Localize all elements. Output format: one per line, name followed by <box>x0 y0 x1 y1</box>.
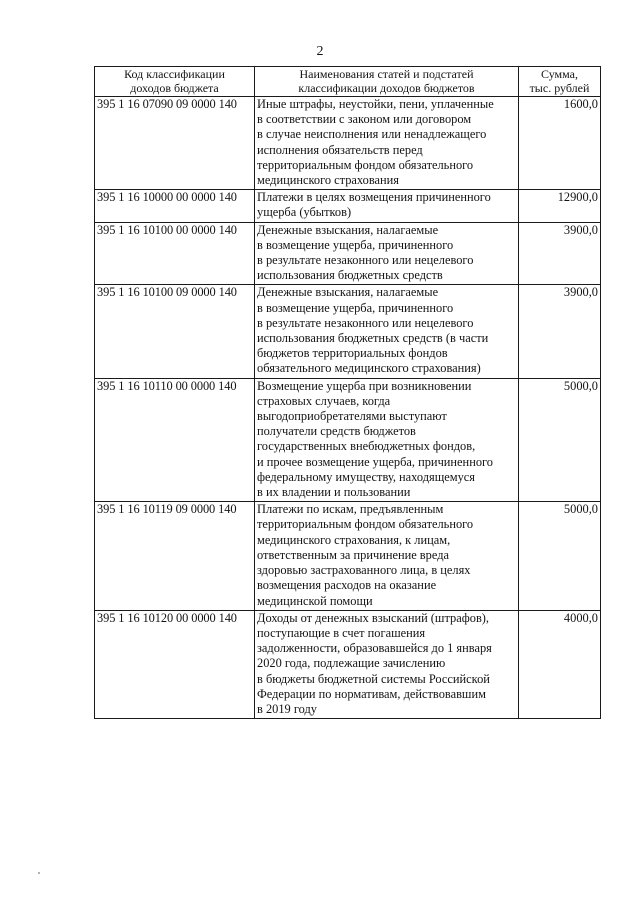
item-name-cell <box>255 378 519 502</box>
table-body <box>95 97 601 719</box>
item-name-cell <box>255 502 519 610</box>
header-code-line: доходов бюджета <box>130 80 219 95</box>
item-name-line: в возмещение ущерба, причиненного <box>257 237 454 252</box>
classification-code-cell: 395 1 16 10100 00 0000 140 <box>95 222 255 285</box>
header-code <box>95 67 255 97</box>
item-name-line: возмещения расходов на оказание <box>257 578 437 593</box>
item-name-line: в результате незаконного или нецелевого <box>257 253 474 268</box>
scan-speck <box>38 872 40 874</box>
item-name-line: в 2019 году <box>257 701 317 716</box>
table-row <box>95 502 601 610</box>
classification-code-cell: 395 1 16 10120 00 0000 140 <box>95 610 255 718</box>
classification-code-cell: 395 1 16 10100 09 0000 140 <box>95 285 255 378</box>
item-name-line: использования бюджетных средств (в части <box>257 331 489 346</box>
header-name-line: Наименования статей и подстатей <box>299 67 474 81</box>
item-name-line: 2020 года, подлежащие зачислению <box>257 656 446 671</box>
header-amount <box>519 67 601 97</box>
item-name-line: Федерации по нормативам, действовавшим <box>257 686 486 701</box>
header-name-line: классификации доходов бюджетов <box>298 80 475 95</box>
item-name-line: Денежные взыскания, налагаемые <box>257 222 439 237</box>
item-name-line: исполнения обязательств перед <box>257 142 423 157</box>
classification-code-cell: 395 1 16 07090 09 0000 140 <box>95 97 255 190</box>
item-name-line: федеральному имуществу, находящемуся <box>257 469 476 484</box>
item-name-line: ответственным за причинение вреда <box>257 547 449 562</box>
item-name-line: поступающие в счет погашения <box>257 625 426 640</box>
item-name-line: и прочее возмещение ущерба, причиненного <box>257 454 493 469</box>
item-name-line: в результате незаконного или нецелевого <box>257 315 474 330</box>
item-name-line: Платежи в целях возмещения причиненного <box>257 190 491 205</box>
item-name-line: в их владении и пользовании <box>257 485 411 500</box>
table-row <box>95 610 601 718</box>
header-name <box>255 67 519 97</box>
table-row <box>95 97 601 190</box>
classification-code-cell: 395 1 16 10119 09 0000 140 <box>95 502 255 610</box>
page-number: 2 <box>316 44 324 59</box>
item-name-line: медицинского страхования <box>257 173 399 188</box>
classification-code-cell: 395 1 16 10000 00 0000 140 <box>95 190 255 222</box>
table-row <box>95 190 601 222</box>
header-code-line: Код классификации <box>124 67 225 81</box>
item-name-cell <box>255 222 519 285</box>
item-name-line: получатели средств бюджетов <box>257 424 416 439</box>
item-name-line: обязательного медицинского страхования) <box>257 361 481 376</box>
item-name-line: медицинского страхования, к лицам, <box>257 532 451 547</box>
amount-cell: 3900,0 <box>519 285 601 378</box>
item-name-line: государственных внебюджетных фондов, <box>257 439 476 454</box>
amount-cell: 3900,0 <box>519 222 601 285</box>
amount-cell: 5000,0 <box>519 378 601 502</box>
item-name-line: Денежные взыскания, налагаемые <box>257 285 439 300</box>
item-name-line: ущерба (убытков) <box>257 205 352 220</box>
item-name-line: задолженности, образовавшейся до 1 января <box>257 641 492 656</box>
item-name-line: в бюджеты бюджетной системы Российской <box>257 671 490 686</box>
item-name-line: страховых случаев, когда <box>257 393 391 408</box>
amount-cell: 12900,0 <box>519 190 601 222</box>
item-name-line: территориальным фондом обязательного <box>257 157 474 172</box>
item-name-cell <box>255 97 519 190</box>
item-name-line: Иные штрафы, неустойки, пени, уплаченные <box>257 97 494 111</box>
item-name-line: в случае неисполнения или ненадлежащего <box>257 127 487 142</box>
budget-revenue-table <box>94 66 601 719</box>
item-name-line: Возмещение ущерба при возникновении <box>257 378 472 393</box>
table-row <box>95 285 601 378</box>
item-name-line: здоровью застрахованного лица, в целях <box>257 563 471 578</box>
item-name-line: Платежи по искам, предъявленным <box>257 502 444 517</box>
header-amount-line: Сумма, <box>541 67 578 81</box>
item-name-cell <box>255 610 519 718</box>
amount-cell: 5000,0 <box>519 502 601 610</box>
table-header-row <box>95 67 601 97</box>
item-name-cell <box>255 190 519 222</box>
item-name-cell <box>255 285 519 378</box>
classification-code-cell: 395 1 16 10110 00 0000 140 <box>95 378 255 502</box>
amount-cell: 1600,0 <box>519 97 601 190</box>
item-name-line: бюджетов территориальных фондов <box>257 346 448 361</box>
item-name-line: использования бюджетных средств <box>257 268 443 283</box>
item-name-line: Доходы от денежных взысканий (штрафов), <box>257 610 490 625</box>
amount-cell: 4000,0 <box>519 610 601 718</box>
header-amount-line: тыс. рублей <box>529 80 590 95</box>
item-name-line: территориальным фондом обязательного <box>257 517 474 532</box>
item-name-line: медицинской помощи <box>257 593 373 608</box>
table-row <box>95 378 601 502</box>
table-row <box>95 222 601 285</box>
item-name-line: в возмещение ущерба, причиненного <box>257 300 454 315</box>
item-name-line: в соответствии с законом или договором <box>257 112 472 127</box>
item-name-line: выгодоприобретателями выступают <box>257 409 447 424</box>
